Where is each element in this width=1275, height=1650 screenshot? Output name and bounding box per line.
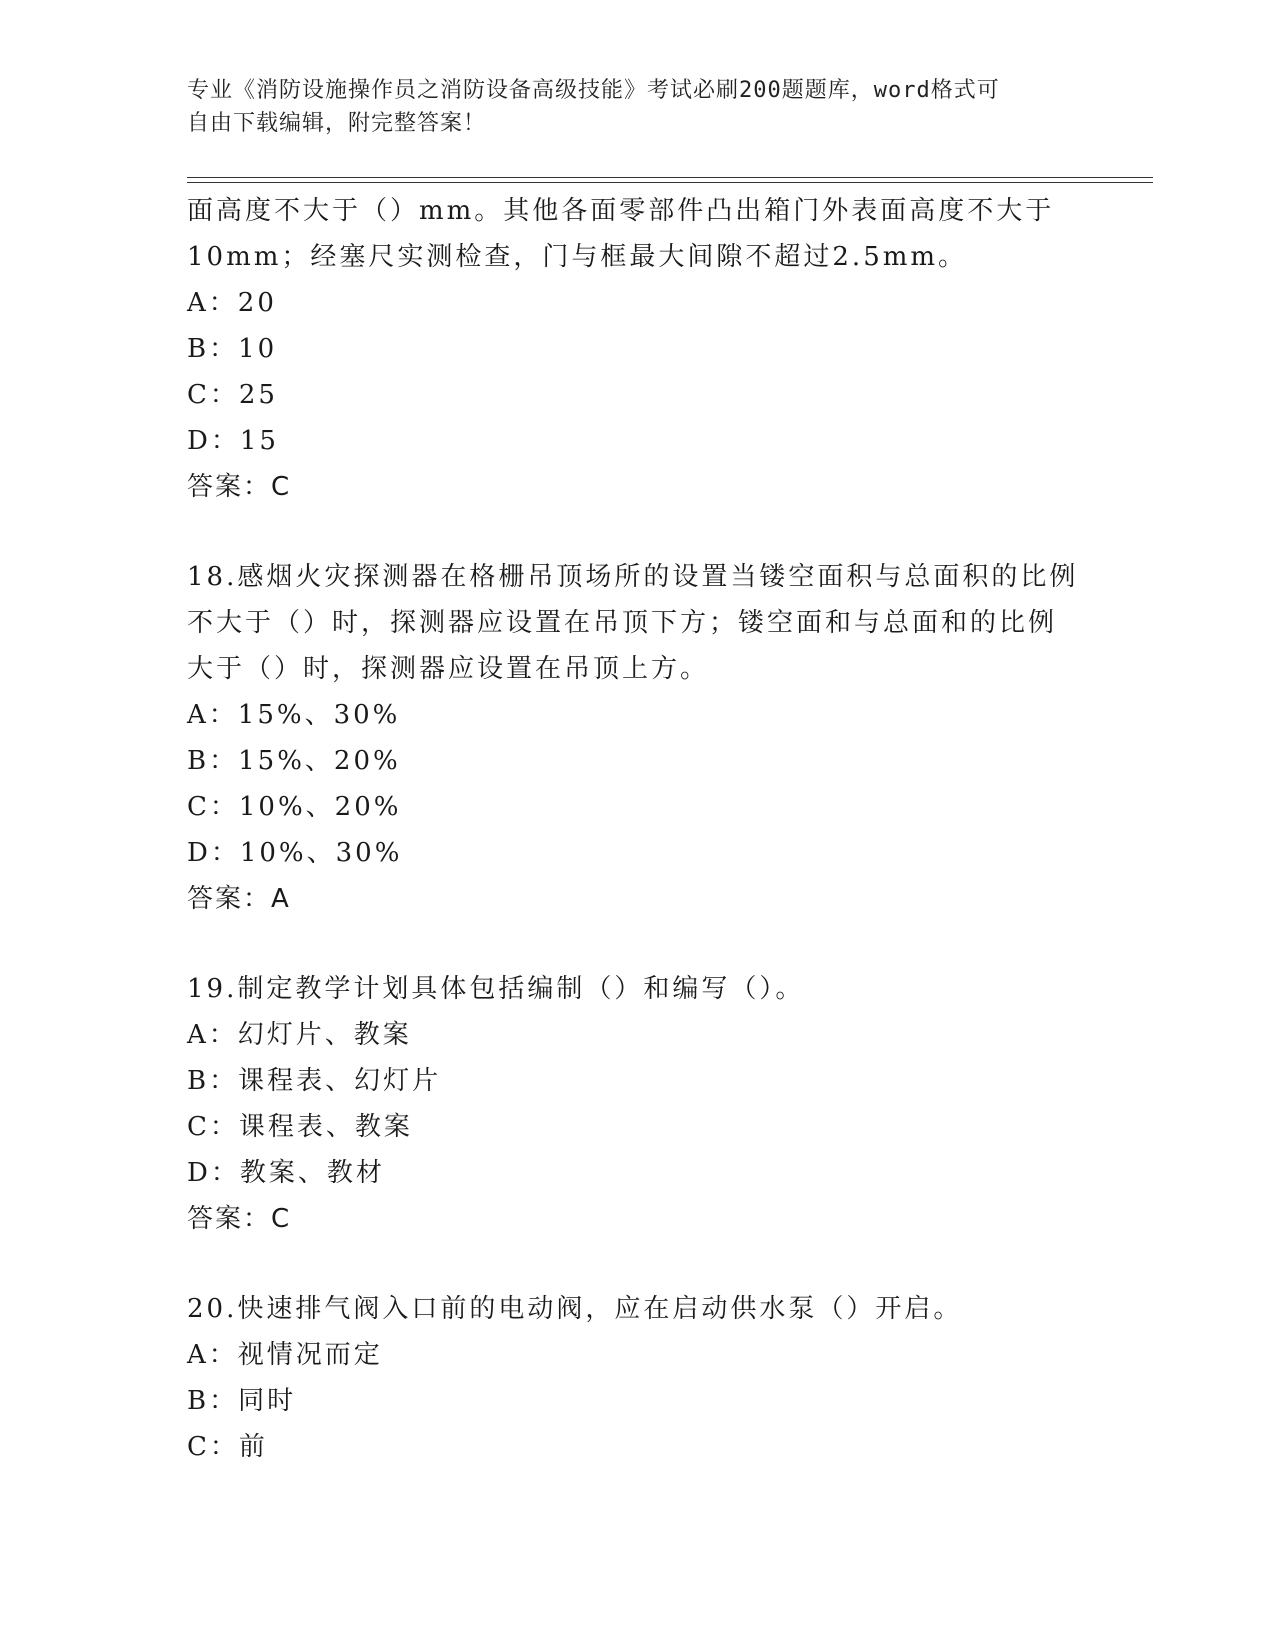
question-stem-line: 18.感烟火灾探测器在格栅吊顶场所的设置当镂空面积与总面积的比例 [187, 562, 1079, 592]
question-list [187, 188, 1087, 1470]
option-c: C：课程表、教案 [187, 1112, 413, 1142]
header-divider-bottom [187, 182, 1153, 183]
question-18 [187, 554, 1087, 922]
option-d: D：10%、30% [187, 838, 403, 868]
option-b: B：15%、20% [187, 746, 401, 776]
option-d: D：教案、教材 [187, 1158, 385, 1188]
option-a: A：15%、30% [187, 700, 401, 730]
answer-line: 答案：C [187, 1204, 292, 1234]
option-a: A：视情况而定 [187, 1340, 383, 1370]
question-stem-line: 19.制定教学计划具体包括编制（）和编写（）。 [187, 974, 805, 1004]
option-c: C：10%、20% [187, 792, 402, 822]
option-b: B：10 [187, 334, 278, 364]
answer-line: 答案：C [187, 472, 292, 502]
header-divider-top [187, 177, 1153, 178]
option-b: B：课程表、幻灯片 [187, 1066, 442, 1096]
question-stem-line: 面高度不大于（）mm。其他各面零部件凸出箱门外表面高度不大于 [187, 196, 1055, 226]
question-20 [187, 1286, 1087, 1470]
header-title-line-1: 专业《消防设施操作员之消防设备高级技能》考试必刷200题题库，word格式可 [187, 78, 1000, 103]
document-header [187, 74, 1067, 140]
option-d: D：15 [187, 426, 279, 456]
question-stem-line: 不大于（）时，探测器应设置在吊顶下方；镂空面和与总面和的比例 [187, 608, 1058, 638]
question-17 [187, 188, 1087, 510]
option-c: C：25 [187, 380, 278, 410]
question-19 [187, 966, 1087, 1242]
option-a: A：幻灯片、教案 [187, 1020, 412, 1050]
option-a: A：20 [187, 288, 277, 318]
option-b: B：同时 [187, 1386, 297, 1416]
question-stem-line: 10mm；经塞尺实测检查，门与框最大间隙不超过2.5mm。 [187, 242, 968, 272]
option-c: C：前 [187, 1432, 268, 1462]
header-title-line-2: 自由下载编辑，附完整答案！ [187, 111, 487, 136]
question-stem-line: 20.快速排气阀入口前的电动阀，应在启动供水泵（）开启。 [187, 1294, 963, 1324]
answer-line: 答案：A [187, 884, 291, 914]
question-stem-line: 大于（）时，探测器应设置在吊顶上方。 [187, 654, 710, 684]
